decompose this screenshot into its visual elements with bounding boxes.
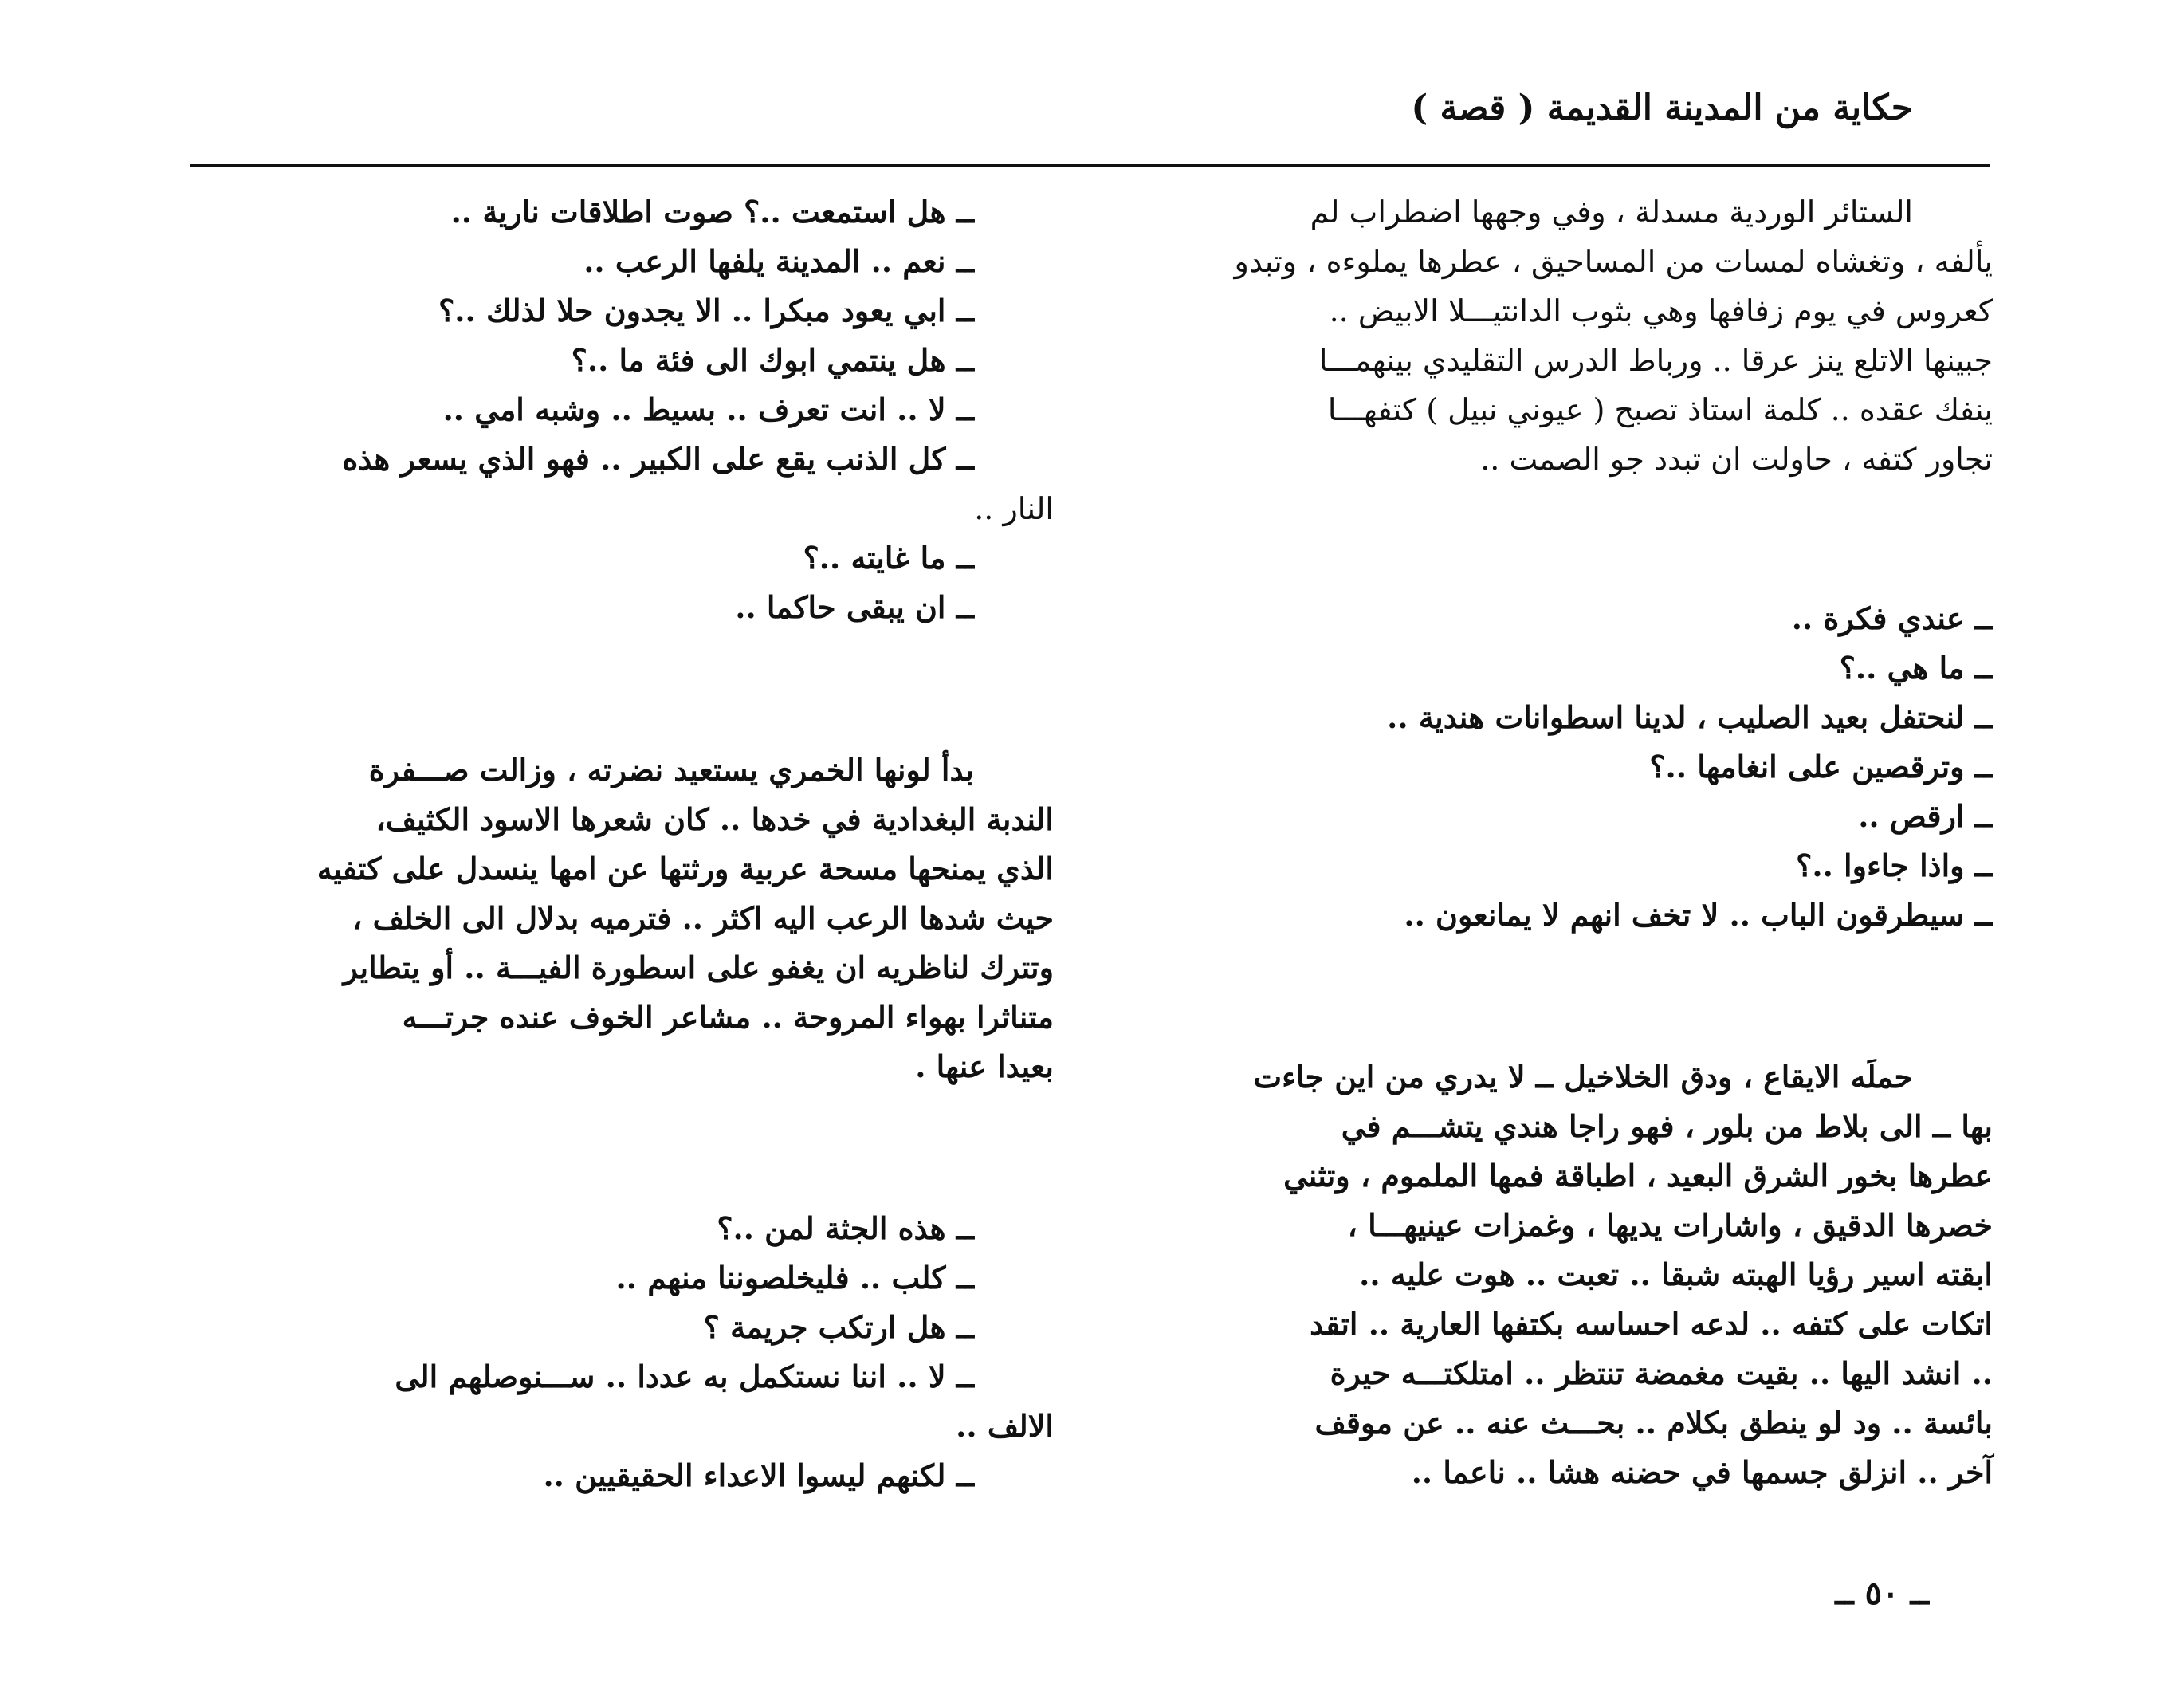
text-line: جبينها الاتلع ينز عرقا .. ورباط الدرس التقليدي بينهمـــا — [1318, 343, 1993, 378]
text-line: الندبة البغدادية في خدها .. كان شعرها الاسود الكثيف، — [375, 801, 1054, 837]
text-line: بها ــ الى بلاط من بلور ، فهو راجا هندي يتشـــم في — [1341, 1108, 1993, 1144]
dialogue-line: ــ وترقصين على انغامها ..؟ — [1649, 749, 1993, 785]
text-line: ابقته اسير رؤيا الهبته شبقا .. تعبت .. هوت عليه .. — [1359, 1256, 1993, 1292]
dialogue-line: ــ هل استمعت ..؟ صوت اطلاقات نارية .. — [450, 194, 974, 230]
dialogue-line: ــ ان يبقى حاكما .. — [735, 589, 974, 625]
dialogue-line: ــ كلب .. فليخلصوننا منهم .. — [615, 1260, 974, 1296]
text-line: عطرها بخور الشرق البعيد ، اطباقة فمها الملموم ، وتثني — [1283, 1158, 1993, 1193]
dialogue-line: ــ لا .. اننا نستكمل به عددا .. ســـنوصلهم الى — [395, 1359, 974, 1394]
text-line: ينفك عقده .. كلمة استاذ تصبح ( عيوني نبيل ) كتفهـــا — [1327, 392, 1993, 427]
dialogue-line: ــ ما غايته ..؟ — [803, 540, 974, 576]
text-line: يألفه ، وتغشاه لمسات من المساحيق ، عطرها يملوءه ، وتبدو — [1234, 244, 1993, 279]
dialogue-line: ــ لنحتفل بعيد الصليب ، لدينا اسطوانات هندية .. — [1387, 699, 1993, 735]
text-line: آخر .. انزلق جسمها في حضنه هشا .. ناعما .. — [1411, 1454, 1993, 1490]
dialogue-line: ــ ابي يعود مبكرا .. الا يجدون حلا لذلك ..؟ — [438, 293, 974, 328]
dialogue-line: ــ لكنهم ليسوا الاعداء الحقيقيين .. — [543, 1457, 974, 1493]
text-line: الستائر الوردية مسدلة ، وفي وجهها اضطراب لم — [1310, 195, 1913, 230]
text-line: بائسة .. ود لو ينطق بكلام .. بحـــث عنه .. عن موقف — [1314, 1405, 1993, 1441]
dialogue-line: ــ هل ارتكب جريمة ؟ — [703, 1309, 974, 1345]
dialogue-line: ــ لا .. انت تعرف .. بسيط .. وشبه امي .. — [442, 391, 974, 427]
text-line: متناثرا بهواء المروحة .. مشاعر الخوف عنده جرتـــه — [402, 999, 1054, 1035]
dialogue-line: ــ نعم .. المدينة يلفها الرعب .. — [583, 243, 974, 279]
text-line: .. انشد اليها .. بقيت مغمضة تنتظر .. امتلكتـــه حيرة — [1330, 1355, 1993, 1391]
dialogue-line: ــ سيطرقون الباب .. لا تخف انهم لا يمانعون .. — [1404, 897, 1993, 933]
dialogue-line: ــ هذه الجثة لمن ..؟ — [717, 1210, 974, 1246]
dialogue-line: ــ ارقص .. — [1858, 798, 1993, 834]
right-column — [1096, 187, 1993, 1543]
text-line: حيث شدها الرعب اليه اكثر .. فترميه بدلال الى الخلف ، — [352, 900, 1054, 936]
text-line: وتترك لناظريه ان يغفو على اسطورة الفيـــة .. أو يتطاير — [343, 950, 1054, 985]
dialogue-line: ــ هل ينتمي ابوك الى فئة ما ..؟ — [571, 342, 974, 378]
text-line: كعروس في يوم زفافها وهي بثوب الدانتيـــلا الابيض .. — [1329, 293, 1993, 328]
running-header-title: حكاية من المدينة القديمة ( قصة ) — [1411, 88, 1913, 128]
text-line: خصرها الدقيق ، واشارات يديها ، وغمزات عينيهـــا ، — [1347, 1207, 1993, 1243]
left-column — [189, 187, 1054, 1543]
dialogue-line: ــ عندي فكرة .. — [1791, 600, 1993, 636]
text-line: تجاور كتفه ، حاولت ان تبدد جو الصمت .. — [1480, 442, 1993, 477]
text-line: الذي يمنحها مسحة عربية ورثتها عن امها ينسدل على كتفيه — [316, 851, 1054, 887]
text-line: بعيدا عنها . — [915, 1048, 1054, 1084]
text-line: اتكات على كتفه .. لدعه احساسه بكتفها العارية .. اتقد — [1310, 1306, 1993, 1342]
dialogue-line: الالف .. — [956, 1408, 1054, 1444]
dialogue-line: ــ ما هي ..؟ — [1839, 650, 1993, 686]
text-line: حملَه الايقاع ، ودق الخلاخيل ــ لا يدري من اين جاءت — [1253, 1059, 1913, 1095]
header-divider — [190, 164, 1990, 167]
dialogue-line: ــ واذا جاءوا ..؟ — [1796, 847, 1993, 883]
dialogue-line: النار .. — [974, 491, 1054, 526]
dialogue-line: ــ كل الذنب يقع على الكبير .. فهو الذي يسعر هذه — [342, 441, 974, 477]
page-number: ــ ٥٠ ــ — [1835, 1575, 1929, 1612]
text-line: بدأ لونها الخمري يستعيد نضرته ، وزالت صـــفرة — [368, 752, 974, 788]
